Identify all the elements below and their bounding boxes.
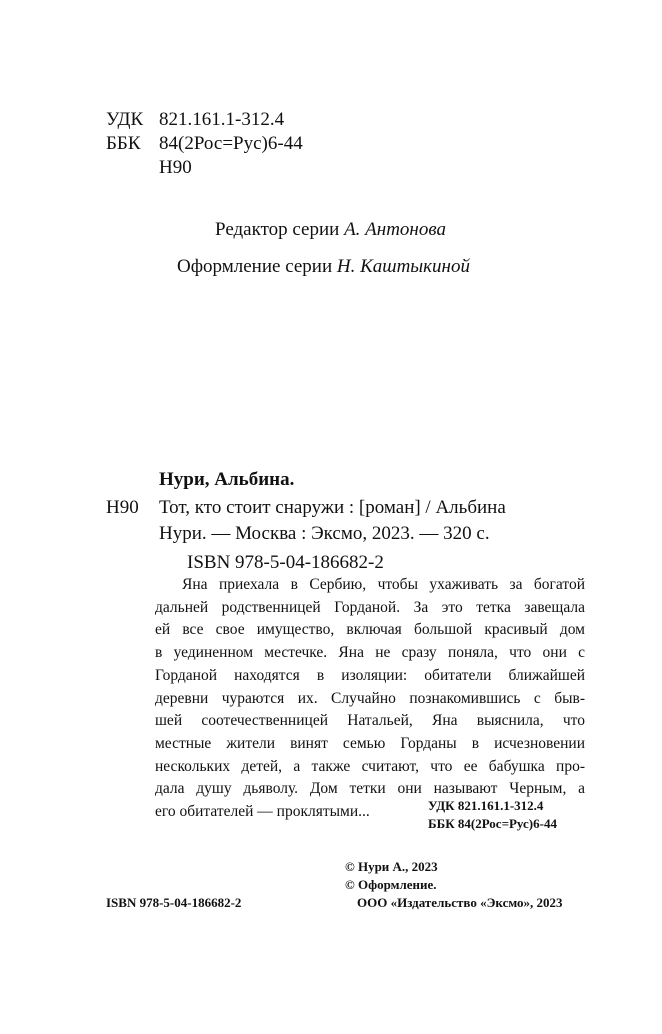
description-line-2: Нури. — Москва : Эксмо, 2023. — 320 с. [159,523,490,544]
annotation [155,574,585,824]
annotation-line: Горданой находятся в изоляции: обитатели ближайшей [155,666,585,684]
annotation-line: дальней родственницей Горданой. За это тетка завещала [155,598,585,616]
author-heading: Нури, Альбина. [159,469,295,490]
copyright-publisher: ООО «Издательство «Эксмо», 2023 [357,895,563,910]
annotation-line: его обитателей — проклятыми... [155,803,370,821]
copyright-author: © Нури А., 2023 [345,859,438,874]
series-editor-prefix: Редактор серии [215,219,340,240]
series-design-prefix: Оформление серии [177,256,333,277]
udk-label: УДК [106,109,144,130]
annotation-line: ей все свое имущество, включая большой красивый дом [155,621,585,639]
bbk-value: 84(2Рос=Рус)6-44 [159,133,303,154]
annotation-line: местные жители винят семью Горданы в исчезновении [155,734,585,752]
author-sign-top: Н90 [159,157,192,178]
author-sign: Н90 [106,497,139,518]
series-editor [215,219,446,241]
annotation-line: деревни чураются их. Случайно познакомившись с быв- [155,689,585,707]
index-bbk: ББК 84(2Рос=Рус)6-44 [428,816,557,831]
annotation-line: шей соотечественницей Натальей, Яна выяснила, что [155,712,585,730]
footer-isbn: ISBN 978-5-04-186682-2 [106,895,242,910]
annotation-line: дала душу дьяволу. Дом тетки они называют Черным, а [155,780,585,798]
series-design [177,256,470,278]
annotation-line: нескольких детей, а также считают, что ее бабушка про- [155,757,585,775]
series-editor-name: А. Антонова [344,219,446,240]
annotation-line: Яна приехала в Сербию, чтобы ухаживать за богатой [182,576,585,593]
series-design-name: Н. Каштыкиной [336,256,470,277]
udk-value: 821.161.1-312.4 [159,109,285,130]
index-udk: УДК 821.161.1-312.4 [428,798,544,813]
record-isbn: ISBN 978-5-04-186682-2 [187,552,384,573]
bbk-label: ББК [106,133,141,154]
description-line-1: Тот, кто стоит снаружи : [роман] / Альбина [159,497,506,518]
copyright-design: © Оформление. [345,877,437,892]
annotation-line: в уединенном местечке. Яна не сразу поняла, что они с [155,644,585,662]
